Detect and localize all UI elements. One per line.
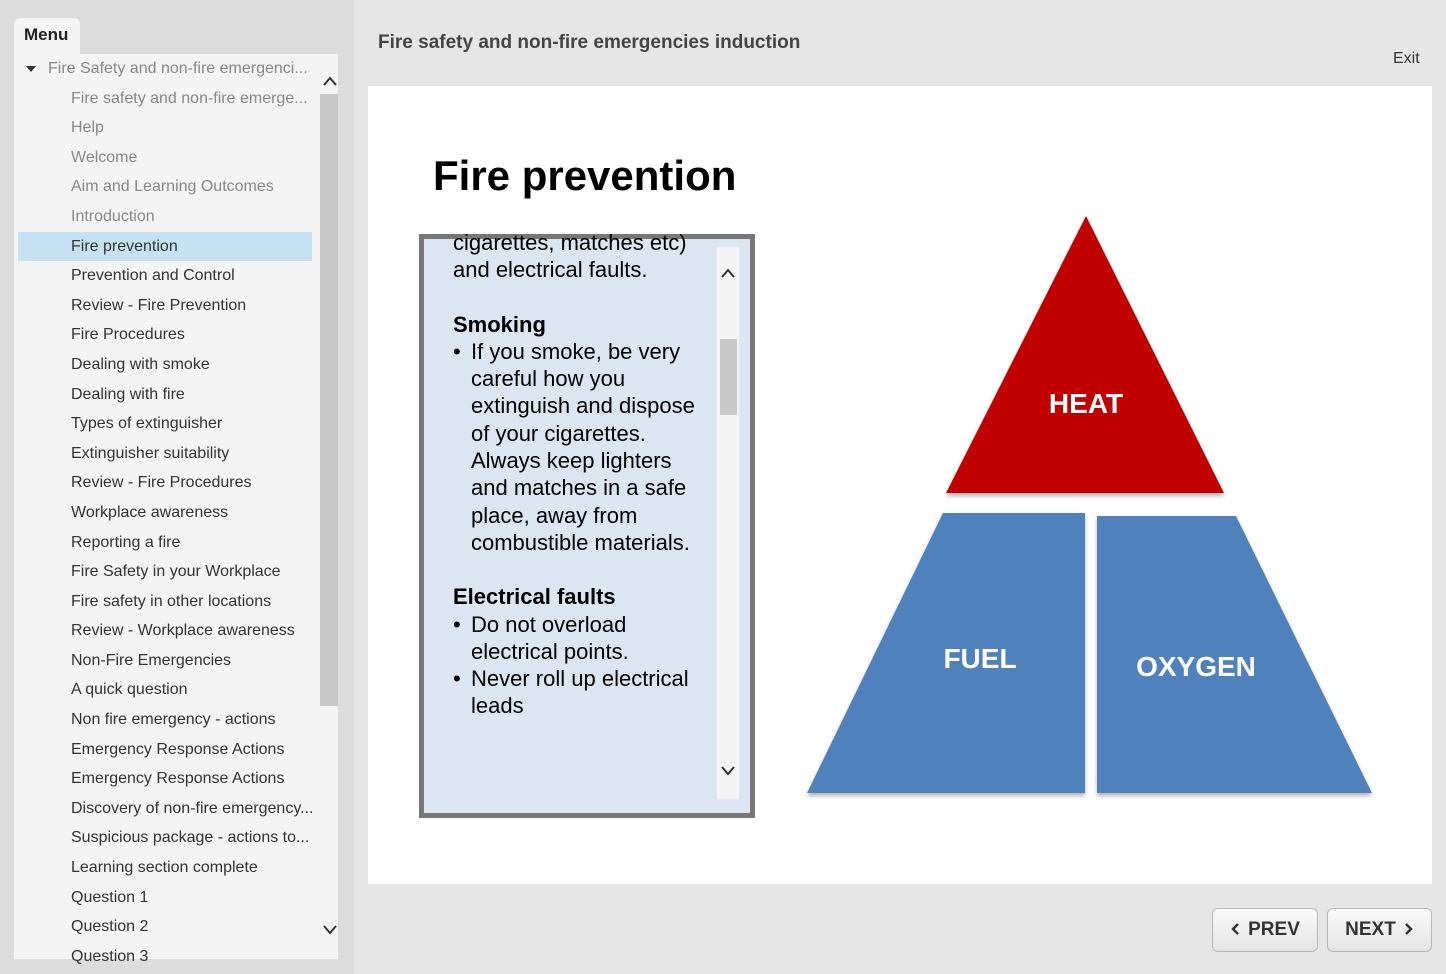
menu-item[interactable]: Introduction: [71, 207, 155, 225]
menu-item[interactable]: Reporting a fire: [71, 533, 181, 551]
menu-item[interactable]: Review - Fire Prevention: [71, 296, 247, 314]
fuel-label: FUEL: [943, 643, 1017, 674]
text-intro: cigarettes, matches etc) and electrical faults.: [453, 230, 687, 283]
caret-down-icon[interactable]: [26, 66, 36, 72]
prev-button[interactable]: [1212, 908, 1318, 952]
menu-item[interactable]: A quick question: [71, 681, 188, 699]
menu-item[interactable]: Non-Fire Emergencies: [71, 651, 232, 669]
menu-item[interactable]: Dealing with fire: [71, 385, 185, 403]
menu-item[interactable]: Help: [71, 119, 104, 137]
menu-scrollbar[interactable]: [318, 54, 338, 959]
course-title: Fire safety and non-fire emergencies induction: [378, 32, 801, 53]
text-scroll-thumb[interactable]: [720, 339, 737, 415]
chevron-down-icon[interactable]: [718, 761, 738, 781]
text-scrollbar[interactable]: [717, 247, 739, 799]
exit-link[interactable]: Exit: [1393, 50, 1420, 67]
menu-item[interactable]: Question 1: [71, 888, 149, 906]
menu-item[interactable]: Fire Procedures: [71, 326, 185, 344]
menu-item[interactable]: Aim and Learning Outcomes: [71, 178, 274, 196]
next-label: NEXT: [1345, 919, 1396, 940]
menu-item[interactable]: Workplace awareness: [71, 503, 229, 521]
next-button[interactable]: [1327, 908, 1432, 952]
menu-item[interactable]: Non fire emergency - actions: [71, 711, 276, 729]
chevron-up-icon[interactable]: [320, 71, 340, 91]
prev-label: PREV: [1248, 919, 1300, 940]
slide-area: [368, 86, 1432, 884]
menu-item[interactable]: Discovery of non-fire emergency...: [71, 799, 314, 817]
menu-item[interactable]: Question 2: [71, 918, 149, 936]
menu-item[interactable]: Fire safety in other locations: [71, 592, 272, 610]
text-scroll-box[interactable]: [419, 230, 755, 818]
heat-label: HEAT: [1048, 388, 1124, 419]
menu-list-box: [14, 54, 338, 965]
bullet-item: • Never roll up electrical leads: [453, 665, 711, 720]
menu-list: [14, 54, 314, 971]
menu-root-item[interactable]: [18, 54, 312, 84]
text-content: [453, 229, 711, 720]
menu-item[interactable]: Review - Workplace awareness: [71, 622, 295, 640]
menu-item[interactable]: Welcome: [71, 148, 138, 166]
menu-item[interactable]: Extinguisher suitability: [71, 444, 230, 462]
menu-scroll-thumb[interactable]: [320, 94, 338, 706]
menu-panel: [0, 0, 354, 974]
chevron-down-icon[interactable]: [320, 920, 340, 940]
menu-item[interactable]: Prevention and Control: [71, 267, 235, 285]
chevron-up-icon[interactable]: [718, 263, 738, 283]
text-viewport: [424, 230, 714, 799]
bullet-item: • Do not overload electrical points.: [453, 611, 711, 666]
menu-item[interactable]: Emergency Response Actions: [71, 740, 285, 758]
menu-item[interactable]: Suspicious package - actions to...: [71, 829, 310, 847]
chevron-left-icon: [1230, 920, 1240, 941]
bullet-list: [453, 611, 711, 720]
section-heading: Electrical faults: [453, 584, 616, 610]
menu-item[interactable]: Dealing with smoke: [71, 355, 210, 373]
menu-item[interactable]: Learning section complete: [71, 859, 258, 877]
menu-item[interactable]: Types of extinguisher: [71, 415, 223, 433]
menu-item[interactable]: Question 3: [71, 947, 149, 965]
heat-segment: [946, 216, 1224, 493]
menu-item[interactable]: Fire Safety in your Workplace: [71, 563, 281, 581]
menu-item[interactable]: Fire safety and non-fire emerge...: [71, 89, 308, 107]
chevron-right-icon: [1404, 920, 1414, 941]
oxygen-label: OXYGEN: [1136, 651, 1256, 682]
bullet-item: • If you smoke, be very careful how you extinguish and dispose of your cigarettes. Always keep lighters and matches in a safe place, away from combustible materials.: [453, 338, 711, 556]
menu-tab[interactable]: Menu: [14, 18, 80, 54]
slide-title: Fire prevention: [433, 152, 737, 199]
menu-item[interactable]: Emergency Response Actions: [71, 770, 285, 788]
section-heading: Smoking: [453, 311, 546, 337]
fire-triangle: [804, 211, 1378, 801]
menu-item[interactable]: Fire prevention: [18, 232, 312, 262]
menu-root-label: Fire Safety and non-fire emergenci...: [48, 60, 308, 77]
bullet-list: [453, 338, 711, 556]
menu-item[interactable]: Review - Fire Procedures: [71, 474, 252, 492]
